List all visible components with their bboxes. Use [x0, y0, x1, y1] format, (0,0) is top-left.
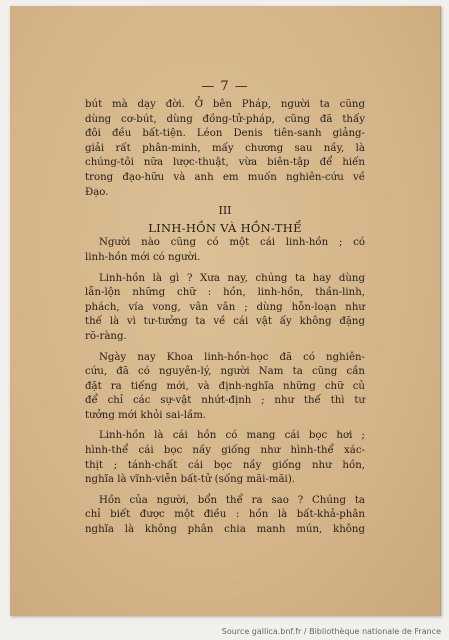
paragraph-4: [85, 351, 365, 424]
text-line: bút mà dạy đời. Ở bên Pháp, người ta cũng: [85, 99, 365, 110]
paragraph-5: [85, 429, 365, 487]
paragraph-1: [85, 98, 365, 200]
text-line: cứu, đã có nguyên-lý, người Nam ta cũng cần: [85, 366, 365, 378]
text-line: Hồn của người, bổn thể ra sao ? Chúng ta: [99, 494, 365, 506]
text-line: hình-thể cái bọc nầy giống như hình-thể xác-: [85, 445, 365, 457]
page-number: — 7 —: [201, 79, 249, 94]
body-text: [85, 98, 365, 538]
paragraph-6: [85, 494, 365, 538]
text-line: thịt ; tánh-chất cái bọc nầy giống như hồn,: [85, 459, 365, 471]
paragraph-2: [85, 236, 365, 265]
text-line: để chỉ các sự-vật nhứt-định ; như thế thì tư: [85, 395, 365, 407]
text-line: Linh-hồn là cái hồn có mang cái bọc hơi ;: [99, 430, 365, 442]
scanned-page: [10, 6, 441, 616]
section-title: LINH-HỒN VÀ HỒN-THỂ: [148, 220, 302, 235]
text-line: trong đạo-hữu và anh em muốn nghiên-cứu về: [85, 171, 365, 183]
text-line: chỉ biết được một điều : hồn là bất-khả-phân: [85, 509, 365, 521]
text-line: Linh-hồn là gì ? Xưa nay, chúng ta hay dùng: [99, 272, 365, 284]
section-number: III: [218, 204, 232, 218]
text-line: Người nào cũng có một cái linh-hồn ; có: [99, 237, 365, 249]
text-line: Đạo.: [85, 186, 109, 198]
text-line: đặt ra tiếng mới, và định-nghĩa những chữ củ: [85, 380, 365, 392]
text-line: nghĩa là vĩnh-viễn bất-tử (sống mãi-mãi).: [85, 474, 296, 486]
text-line: chúng-tôi nữa lược-thuật, vừa biên-tập để hiến: [85, 157, 365, 169]
text-line: phách, vía vong, vân vân ; dùng hỗn-loạn như: [85, 301, 365, 313]
text-line: linh-hồn mới có người.: [85, 251, 201, 263]
text-line: đôi đều bất-tiện. Léon Denis tiên-sanh giảng-: [85, 128, 365, 140]
text-line: tưởng mới khỏi sai-lầm.: [85, 409, 207, 421]
text-line: thế là vì tư-tưởng ta về cái vật ấy không đặng: [85, 316, 365, 328]
text-line: Ngày nay Khoa linh-hồn-học đã có nghiên-: [99, 351, 365, 363]
paragraph-3: [85, 272, 365, 345]
text-line: nghĩa là không phân chia manh mún, không: [85, 524, 365, 536]
text-line: dùng cơ-bút, dùng đồng-tử-pháp, cũng đã thấy: [85, 113, 365, 125]
text-line: lẫn-lộn những chữ : hồn, linh-hồn, thần-linh,: [85, 287, 365, 299]
text-line: rõ-ràng.: [85, 330, 127, 342]
text-line: giải rất phân-minh, mấy chương sau nầy, là: [85, 142, 365, 154]
source-credit: Source gallica.bnf.fr / Bibliothèque nationale de France: [221, 627, 441, 636]
